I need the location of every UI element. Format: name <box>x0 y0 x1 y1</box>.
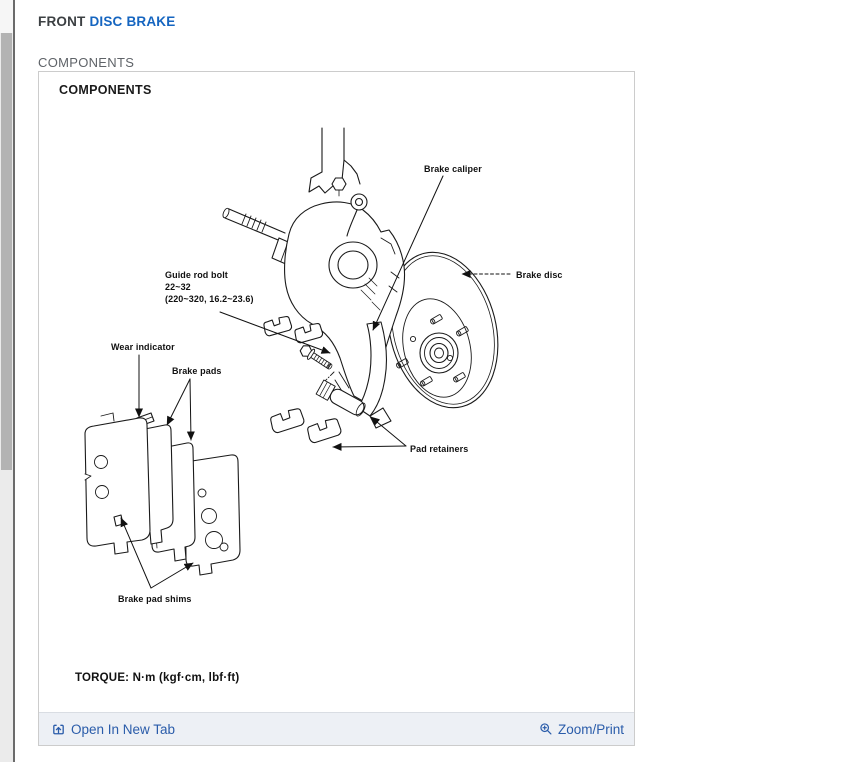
label-brake-caliper: Brake caliper <box>424 164 482 174</box>
open-in-new-tab-link[interactable] <box>51 722 175 737</box>
zoom-print-label: Zoom/Print <box>557 721 624 737</box>
label-brake-pads: Brake pads <box>172 366 222 376</box>
scrollbar-top-cap <box>0 0 13 33</box>
label-guide-rod-bolt-3: (220~320, 16.2~23.6) <box>165 294 254 304</box>
brake-pads-art <box>85 413 240 575</box>
section-label: COMPONENTS <box>38 55 135 70</box>
page-title-prefix: FRONT <box>38 14 86 29</box>
page-title <box>38 14 175 29</box>
open-in-new-tab-label: Open In New Tab <box>71 721 176 737</box>
label-brake-pad-shims: Brake pad shims <box>118 594 192 604</box>
magnifier-plus-icon <box>539 722 553 736</box>
zoom-print-link[interactable] <box>539 722 624 737</box>
torque-note: TORQUE: N·m (kgf·cm, lbf·ft) <box>75 672 240 684</box>
components-panel <box>38 71 635 746</box>
brake-diagram <box>39 72 634 713</box>
label-brake-disc: Brake disc <box>516 270 563 280</box>
label-guide-rod-bolt-2: 22~32 <box>165 282 191 292</box>
left-scrollbar-thumb[interactable] <box>1 33 12 470</box>
label-pad-retainers: Pad retainers <box>410 444 469 454</box>
label-wear-indicator: Wear indicator <box>111 342 175 352</box>
guide-rod-bolt-art <box>299 343 335 384</box>
page-title-link[interactable]: DISC BRAKE <box>89 14 176 29</box>
pane-divider <box>13 0 15 762</box>
label-guide-rod-bolt-1: Guide rod bolt <box>165 270 228 280</box>
open-in-browser-icon <box>51 722 66 737</box>
panel-footer <box>39 712 634 745</box>
left-scrollbar-track[interactable] <box>0 0 13 762</box>
panel-title: COMPONENTS <box>59 83 152 97</box>
